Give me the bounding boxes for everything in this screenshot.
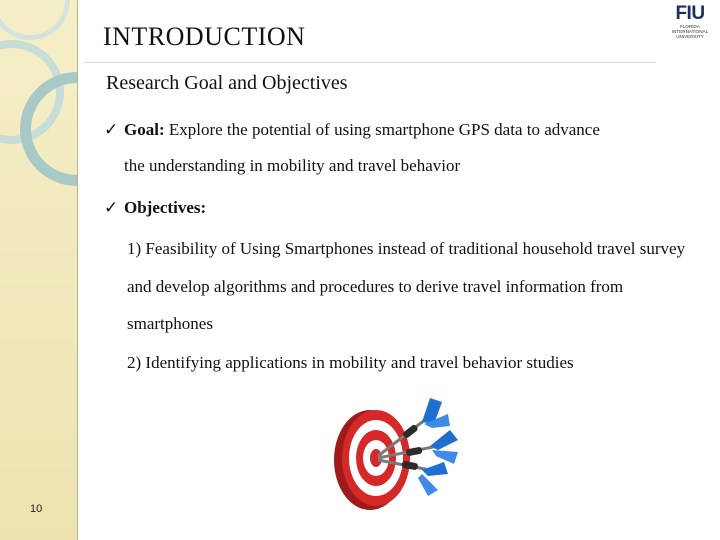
logo-line: INTERNATIONAL [671,29,709,34]
slide-title: INTRODUCTION [103,22,306,51]
sidebar-divider [77,0,78,540]
logo-line: UNIVERSITY [676,34,704,39]
page-number: 10 [30,503,43,515]
logo-mark: FIU [675,3,705,24]
fiu-logo [664,4,716,44]
check-icon: ✓ [104,198,119,217]
goal-text: Explore the potential of using smartphone GPS data to advance [164,120,600,139]
goal-label: Goal: [124,120,165,139]
target-with-darts-icon [318,394,478,516]
goal-bullet [104,112,704,148]
objectives-label: Objectives: [124,198,207,217]
check-icon: ✓ [104,120,119,139]
title-divider [84,62,656,63]
objectives-bullet [104,190,206,226]
slide-subtitle: Research Goal and Objectives [106,72,348,94]
decorative-ring [0,0,70,40]
decorative-sidebar [0,0,78,540]
logo-line: FLORIDA [680,24,700,29]
goal-text-continued: the understanding in mobility and travel behavior [124,156,461,175]
objective-item: 1) Feasibility of Using Smartphones instead of traditional household travel survey and develop algorithms and procedures to derive travel information from smartphones [127,239,686,333]
objective-item: 2) Identifying applications in mobility and travel behavior studies [127,353,574,372]
logo-subtext [664,24,716,39]
